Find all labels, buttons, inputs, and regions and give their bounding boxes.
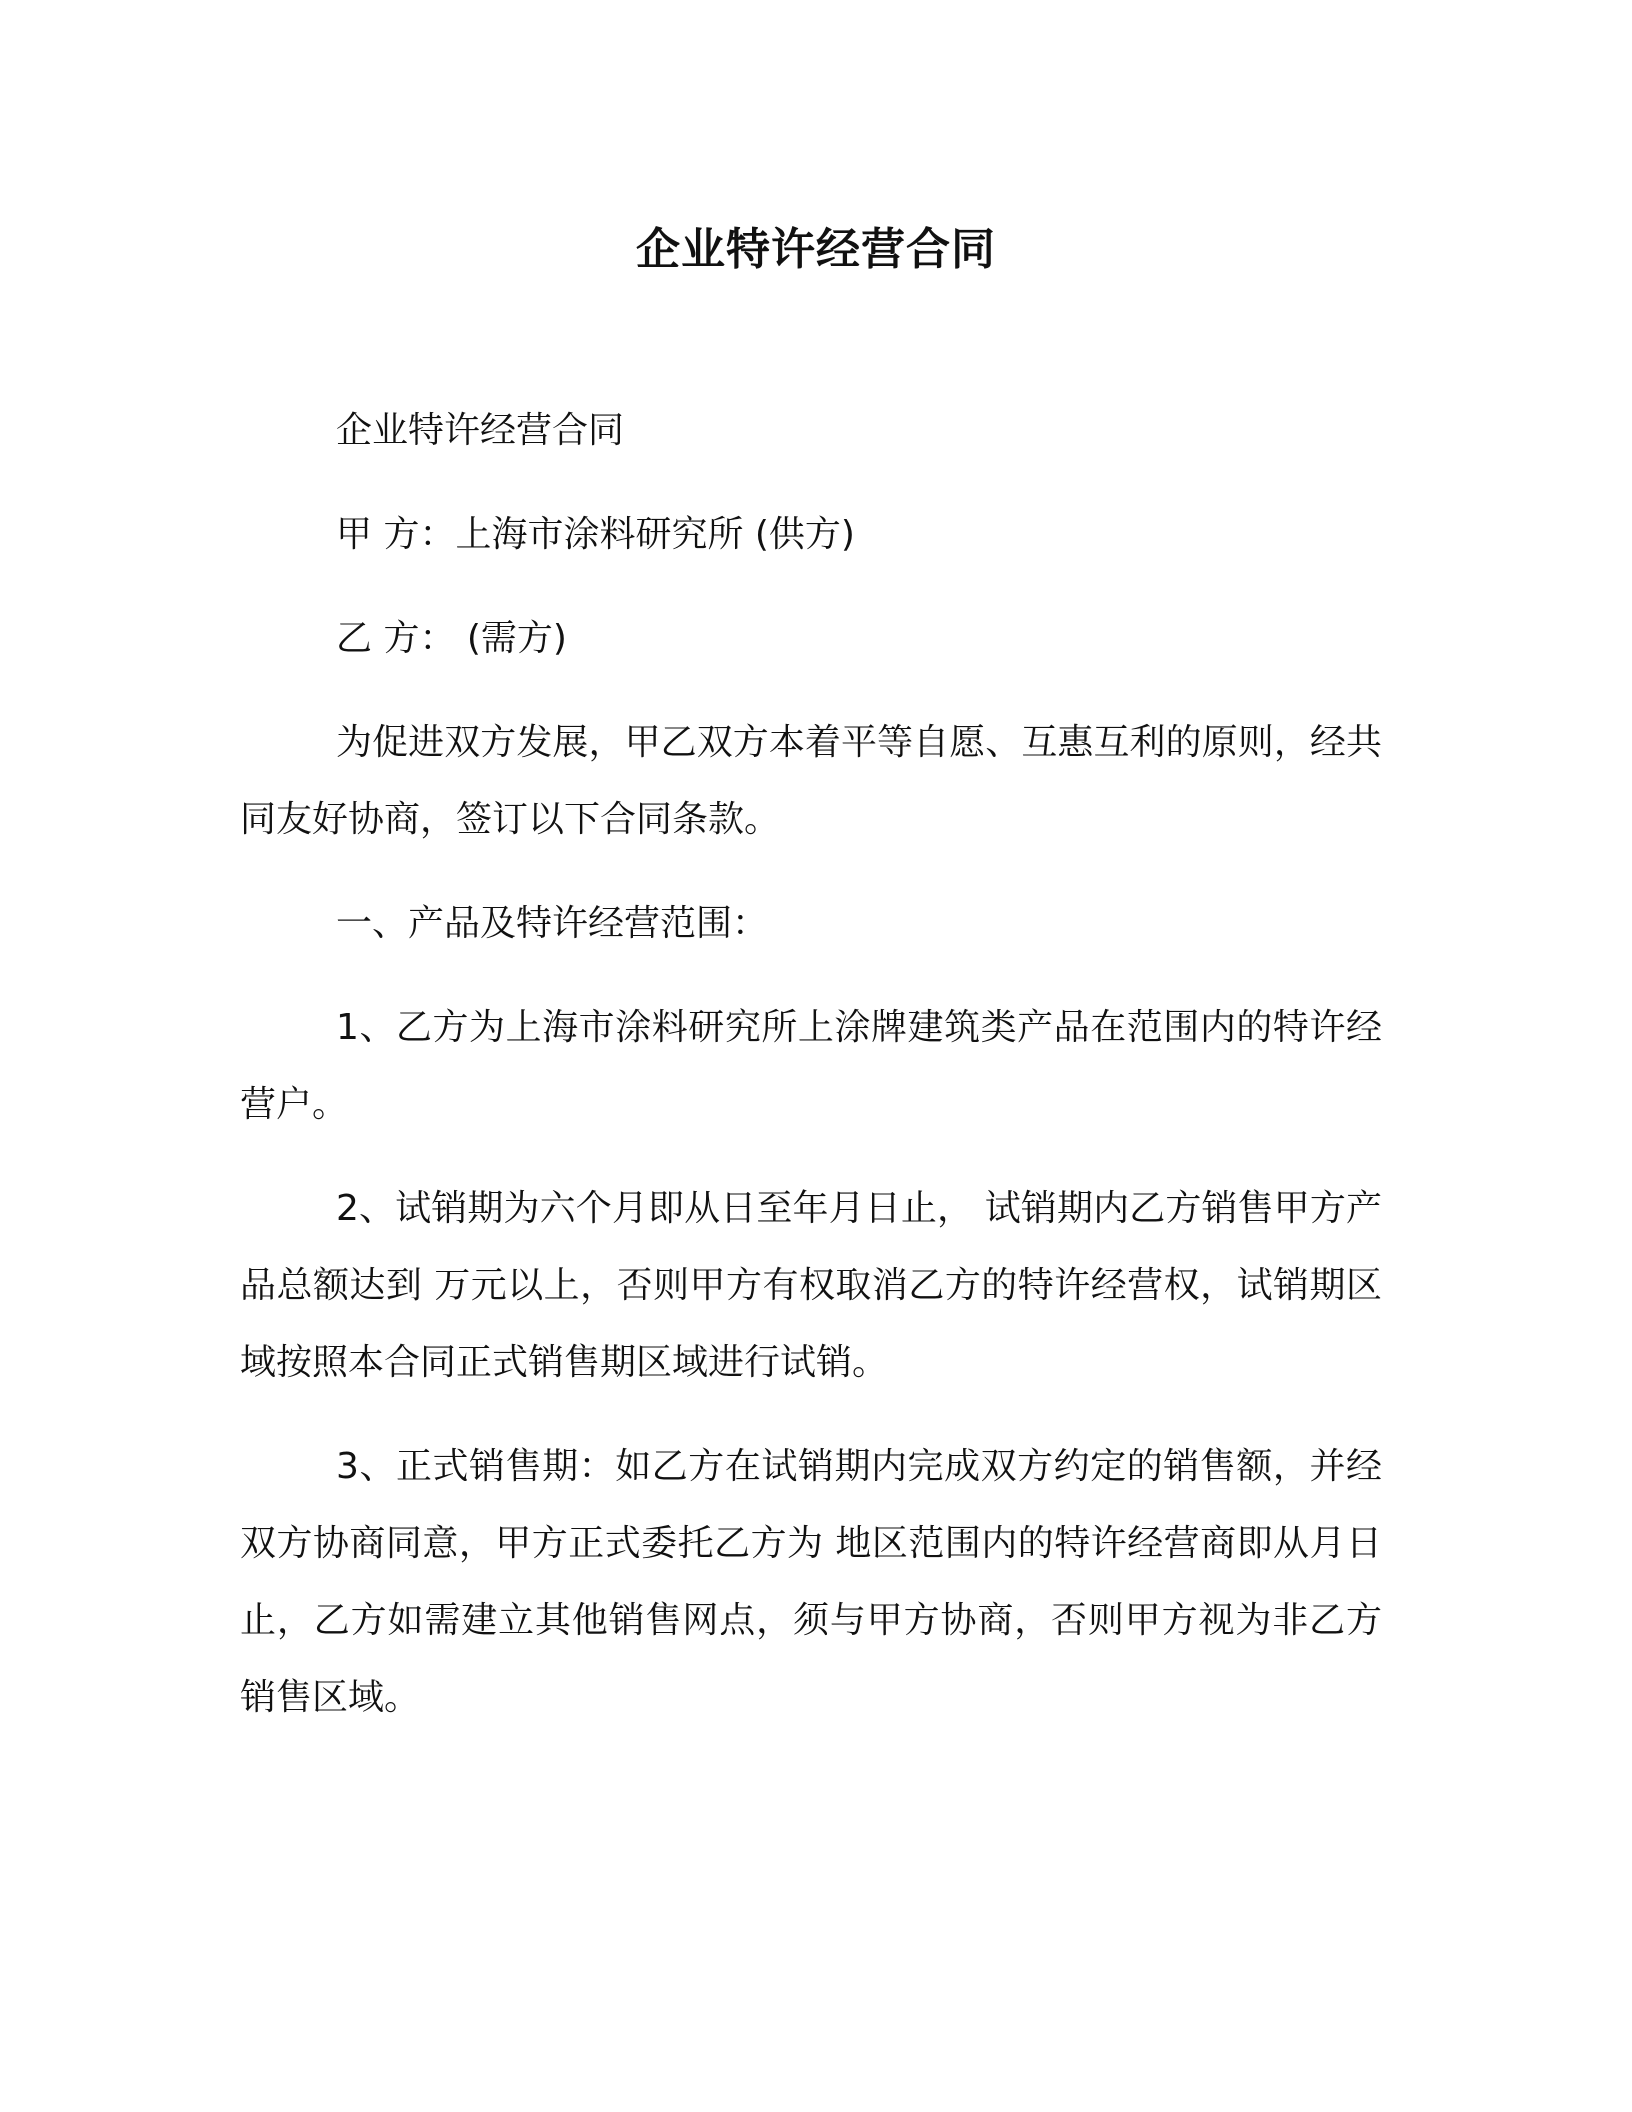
contract-heading: 企业特许经营合同: [336, 410, 625, 451]
document-title: 企业特许经营合同: [636, 224, 996, 275]
party-a: 甲 方：上海市涂料研究所 (供方): [336, 514, 855, 555]
clause-2: 2、试销期为六个月即从日至年月日止， 试销期内乙方销售甲方产品总额达到 万元以上，否则甲方有权取消乙方的特许经营权，试销期区域按照本合同正式销售期区域进行试销。: [240, 1188, 1382, 1383]
document-body: [240, 392, 1382, 1763]
clause-1: 1、乙方为上海市涂料研究所上涂牌建筑类产品在范围内的特许经营户。: [240, 1007, 1382, 1125]
section-heading-products: 一、产品及特许经营范围：: [336, 903, 769, 944]
preamble-paragraph: 为促进双方发展，甲乙双方本着平等自愿、互惠互利的原则，经共同友好协商，签订以下合同条款。: [240, 722, 1382, 840]
clause-3: 3、正式销售期：如乙方在试销期内完成双方约定的销售额，并经双方协商同意，甲方正式委托乙方为 地区范围内的特许经营商即从月日止，乙方如需建立其他销售网点，须与甲方协商，否则甲方视为非乙方销售区域。: [240, 1446, 1382, 1718]
party-b: 乙 方： (需方): [336, 618, 567, 659]
